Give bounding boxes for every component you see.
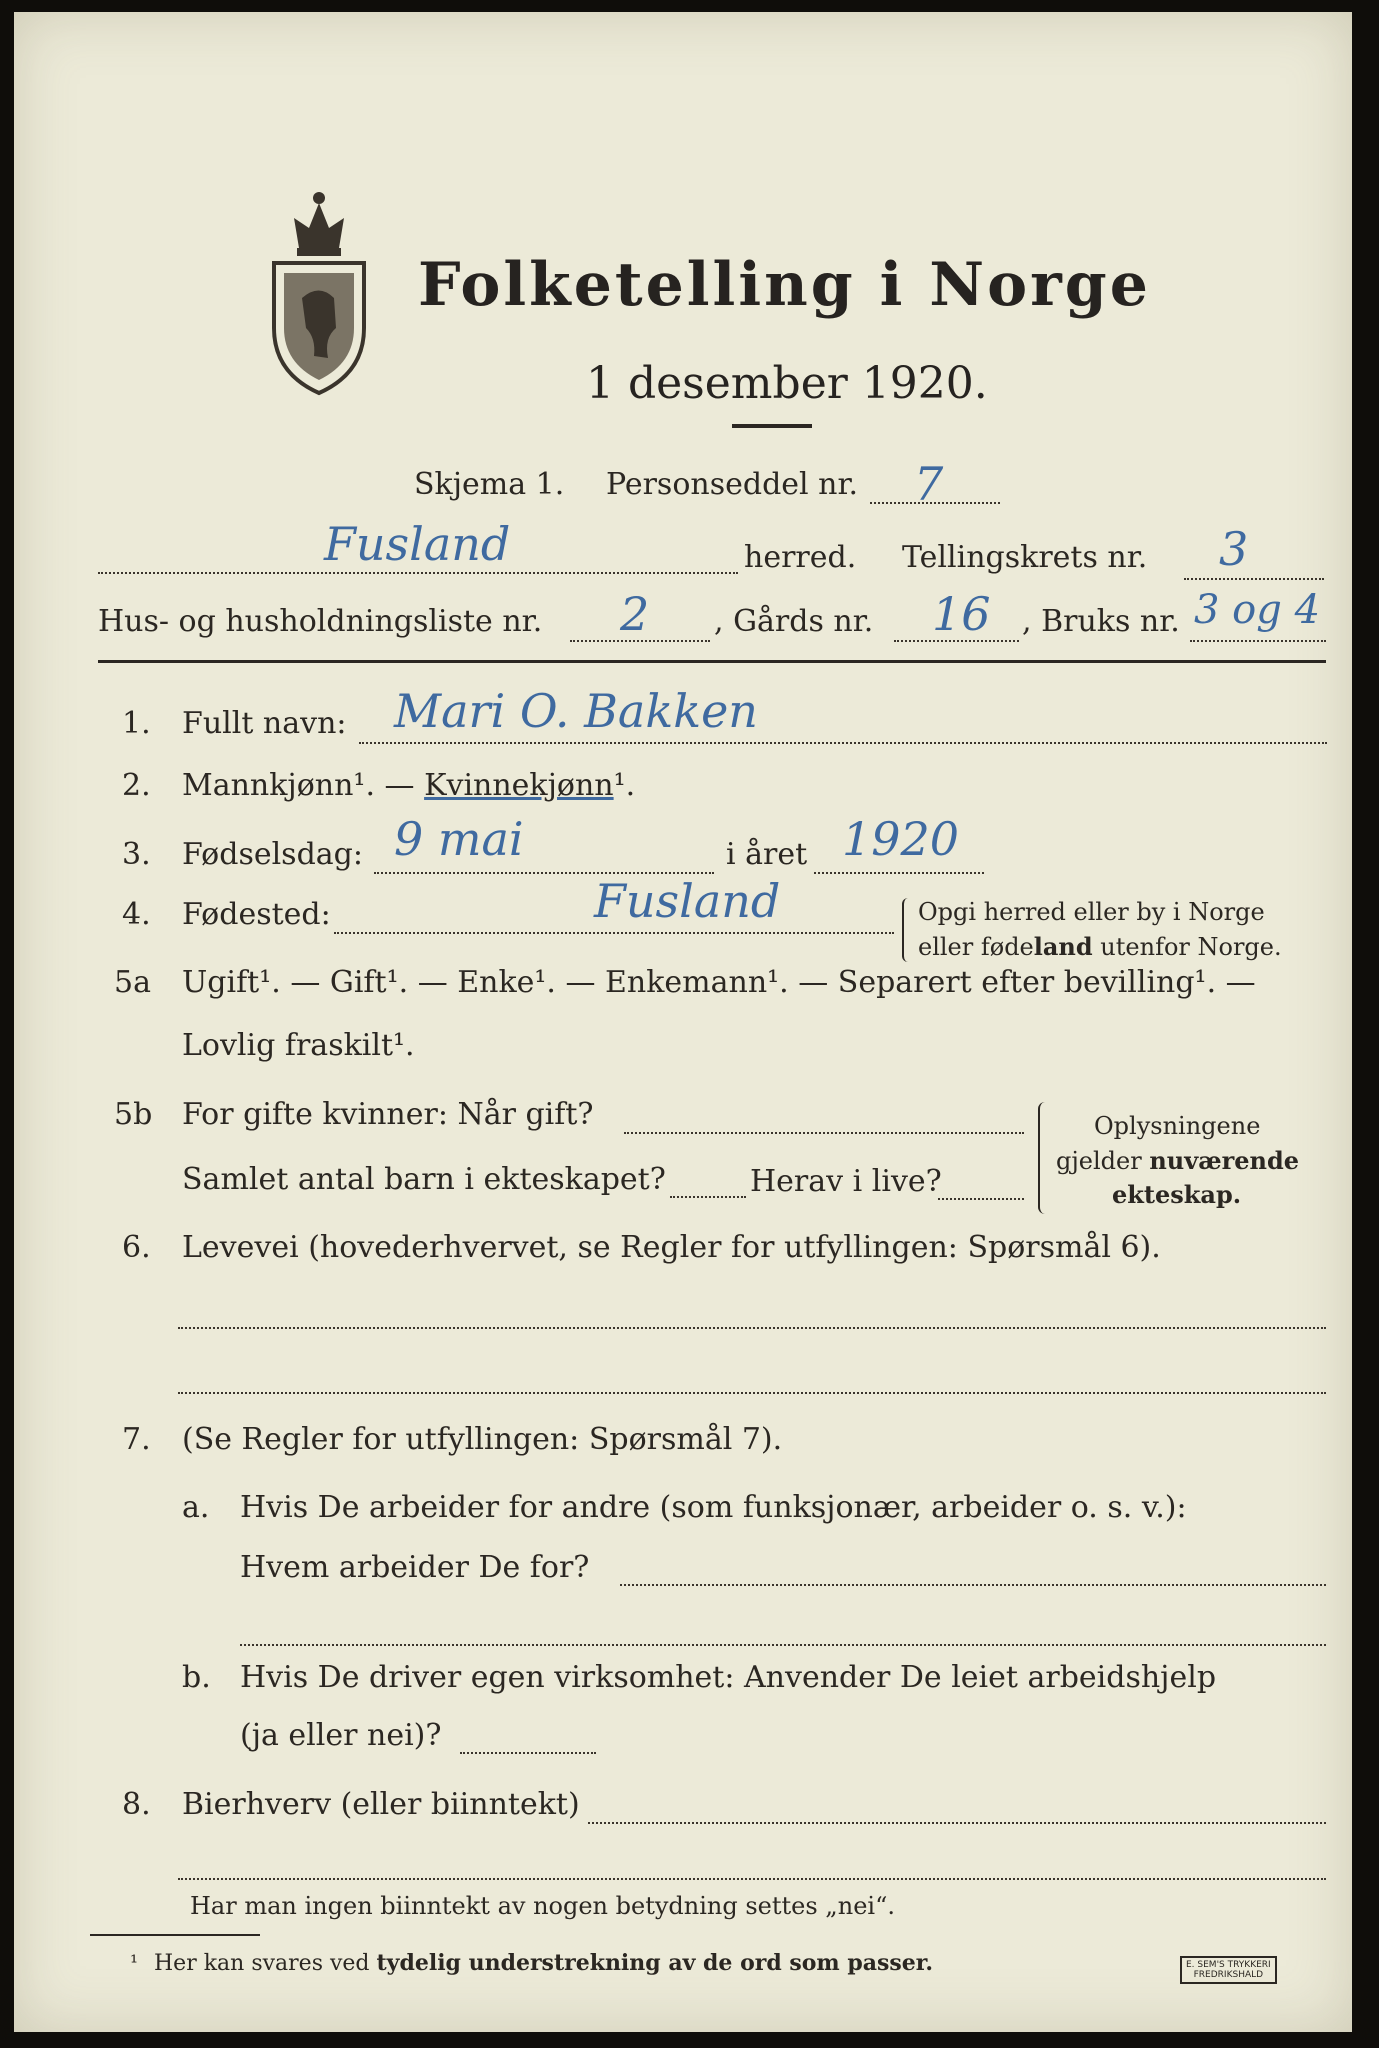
q4-note-line-1: Opgi herred eller by i Norge	[918, 898, 1265, 926]
q3-year-label: i året	[726, 837, 808, 872]
q2-female-option[interactable]: Kvinnekjønn	[424, 768, 614, 803]
q7a-number: a.	[182, 1490, 210, 1525]
q7b-line-2: (ja eller nei)?	[240, 1718, 442, 1753]
gards-label: , Gårds nr.	[714, 604, 874, 639]
q5b-note-line-2: gjelder nuværende	[1056, 1146, 1300, 1175]
q7-number: 7.	[122, 1422, 151, 1457]
q3-number: 3.	[122, 837, 151, 872]
q5a-number: 5a	[114, 965, 151, 1000]
birth-year-value[interactable]: 1920	[842, 812, 960, 866]
q3-year-dotted-line	[814, 872, 984, 874]
birthday-value[interactable]: 9 mai	[394, 812, 524, 866]
q2-male-option[interactable]: Mannkjønn¹. —	[182, 768, 425, 803]
q8-note: Har man ingen biinntekt av nogen betydning settes „nei“.	[190, 1892, 895, 1920]
q1-number: 1.	[122, 706, 151, 741]
q6-dotted-line-2[interactable]	[178, 1392, 1326, 1394]
tellingskrets-dotted-line	[1184, 578, 1324, 580]
q2-number: 2.	[122, 768, 151, 803]
q5b-note-line-1: Oplysningene	[1094, 1112, 1261, 1140]
full-name-value[interactable]: Mari O. Bakken	[394, 684, 758, 738]
q7a-dotted-line-2[interactable]	[240, 1644, 1326, 1646]
q2-options	[182, 768, 635, 803]
q5b-number: 5b	[114, 1097, 153, 1132]
q5b-brace	[1038, 1102, 1052, 1214]
coat-of-arms-icon	[264, 178, 374, 398]
census-form	[14, 12, 1352, 2032]
q7a-line-1: Hvis De arbeider for andre (som funksjonær, arbeider o. s. v.):	[240, 1490, 1187, 1525]
q4-label: Fødested:	[182, 897, 331, 932]
q5b-children-dotted-line	[670, 1196, 746, 1198]
husholdningsliste-label: Hus- og husholdningsliste nr.	[98, 604, 543, 639]
q7-label: (Se Regler for utfyllingen: Spørsmål 7).	[182, 1422, 783, 1457]
q8-label: Bierhverv (eller biinntekt)	[182, 1787, 580, 1822]
q4-number: 4.	[122, 897, 151, 932]
q5b-alive-dotted-line	[938, 1198, 1024, 1200]
q8-dotted-line-1[interactable]	[588, 1822, 1326, 1824]
q7b-number: b.	[182, 1660, 211, 1695]
tellingskrets-label: Tellingskrets nr.	[902, 540, 1148, 575]
q1-label: Fullt navn:	[182, 706, 347, 741]
title-divider	[732, 424, 812, 428]
q5b-married-when-dotted-line	[624, 1132, 1024, 1134]
footnote-rule	[90, 1934, 260, 1936]
form-title: Folketelling i Norge	[418, 250, 1151, 320]
q6-dotted-line-1[interactable]	[178, 1327, 1326, 1329]
bruks-dotted-line	[1190, 640, 1326, 642]
printer-stamp: E. SEM'S TRYKKERI FREDRIKSHALD	[1180, 1956, 1277, 1984]
q6-label: Levevei (hovederhvervet, se Regler for utfyllingen: Spørsmål 6).	[182, 1230, 1161, 1265]
header-rule	[98, 660, 1326, 663]
q5b-children-label: Samlet antal barn i ekteskapet?	[182, 1162, 666, 1197]
bruks-value[interactable]: 3 og 4	[1194, 587, 1321, 633]
q5b-alive-label: Herav i live?	[750, 1164, 942, 1199]
q4-brace	[902, 898, 914, 962]
footnote-text: Her kan svares ved tydelig understrekning av de ord som passer.	[154, 1950, 934, 1976]
footnote-mark: ¹	[130, 1950, 139, 1974]
gards-value[interactable]: 16	[932, 587, 991, 641]
marital-status-divorced[interactable]: Lovlig fraskilt¹.	[182, 1028, 415, 1063]
personseddel-value[interactable]: 7	[914, 457, 944, 511]
q4-note-line-2: eller fødeland utenfor Norge.	[918, 932, 1282, 961]
herred-label: herred.	[744, 540, 857, 575]
q2-footnote-mark: ¹.	[613, 768, 636, 803]
q5b-married-when-label: For gifte kvinner: Når gift?	[182, 1097, 594, 1132]
tellingskrets-value[interactable]: 3	[1219, 522, 1249, 576]
q8-number: 8.	[122, 1787, 151, 1822]
q4-dotted-line	[334, 932, 894, 934]
census-date: 1 desember 1920.	[586, 358, 988, 409]
q1-dotted-line	[359, 742, 1327, 744]
q7a-line-2: Hvem arbeider De for?	[240, 1550, 590, 1585]
husholdningsliste-value[interactable]: 2	[620, 587, 650, 641]
q7b-line-1: Hvis De driver egen virksomhet: Anvender De leiet arbeidshjelp	[240, 1660, 1217, 1695]
herred-dotted-line	[98, 572, 738, 574]
q7b-dotted-line[interactable]	[460, 1752, 596, 1754]
bruks-label: , Bruks nr.	[1022, 604, 1180, 639]
herred-value[interactable]: Fusland	[324, 517, 511, 571]
birthplace-value[interactable]: Fusland	[594, 874, 781, 928]
q3-label: Fødselsdag:	[182, 837, 363, 872]
marital-status-options[interactable]: Ugift¹. — Gift¹. — Enke¹. — Enkemann¹. — Separert efter bevilling¹. —	[182, 965, 1256, 1000]
q8-dotted-line-2[interactable]	[178, 1878, 1326, 1880]
q6-number: 6.	[122, 1230, 151, 1265]
personseddel-label: Personseddel nr.	[606, 467, 859, 502]
schema-label: Skjema 1.	[414, 467, 565, 502]
q5b-note-line-3: ekteskap.	[1112, 1180, 1242, 1209]
q7a-dotted-line-1[interactable]	[620, 1584, 1326, 1586]
